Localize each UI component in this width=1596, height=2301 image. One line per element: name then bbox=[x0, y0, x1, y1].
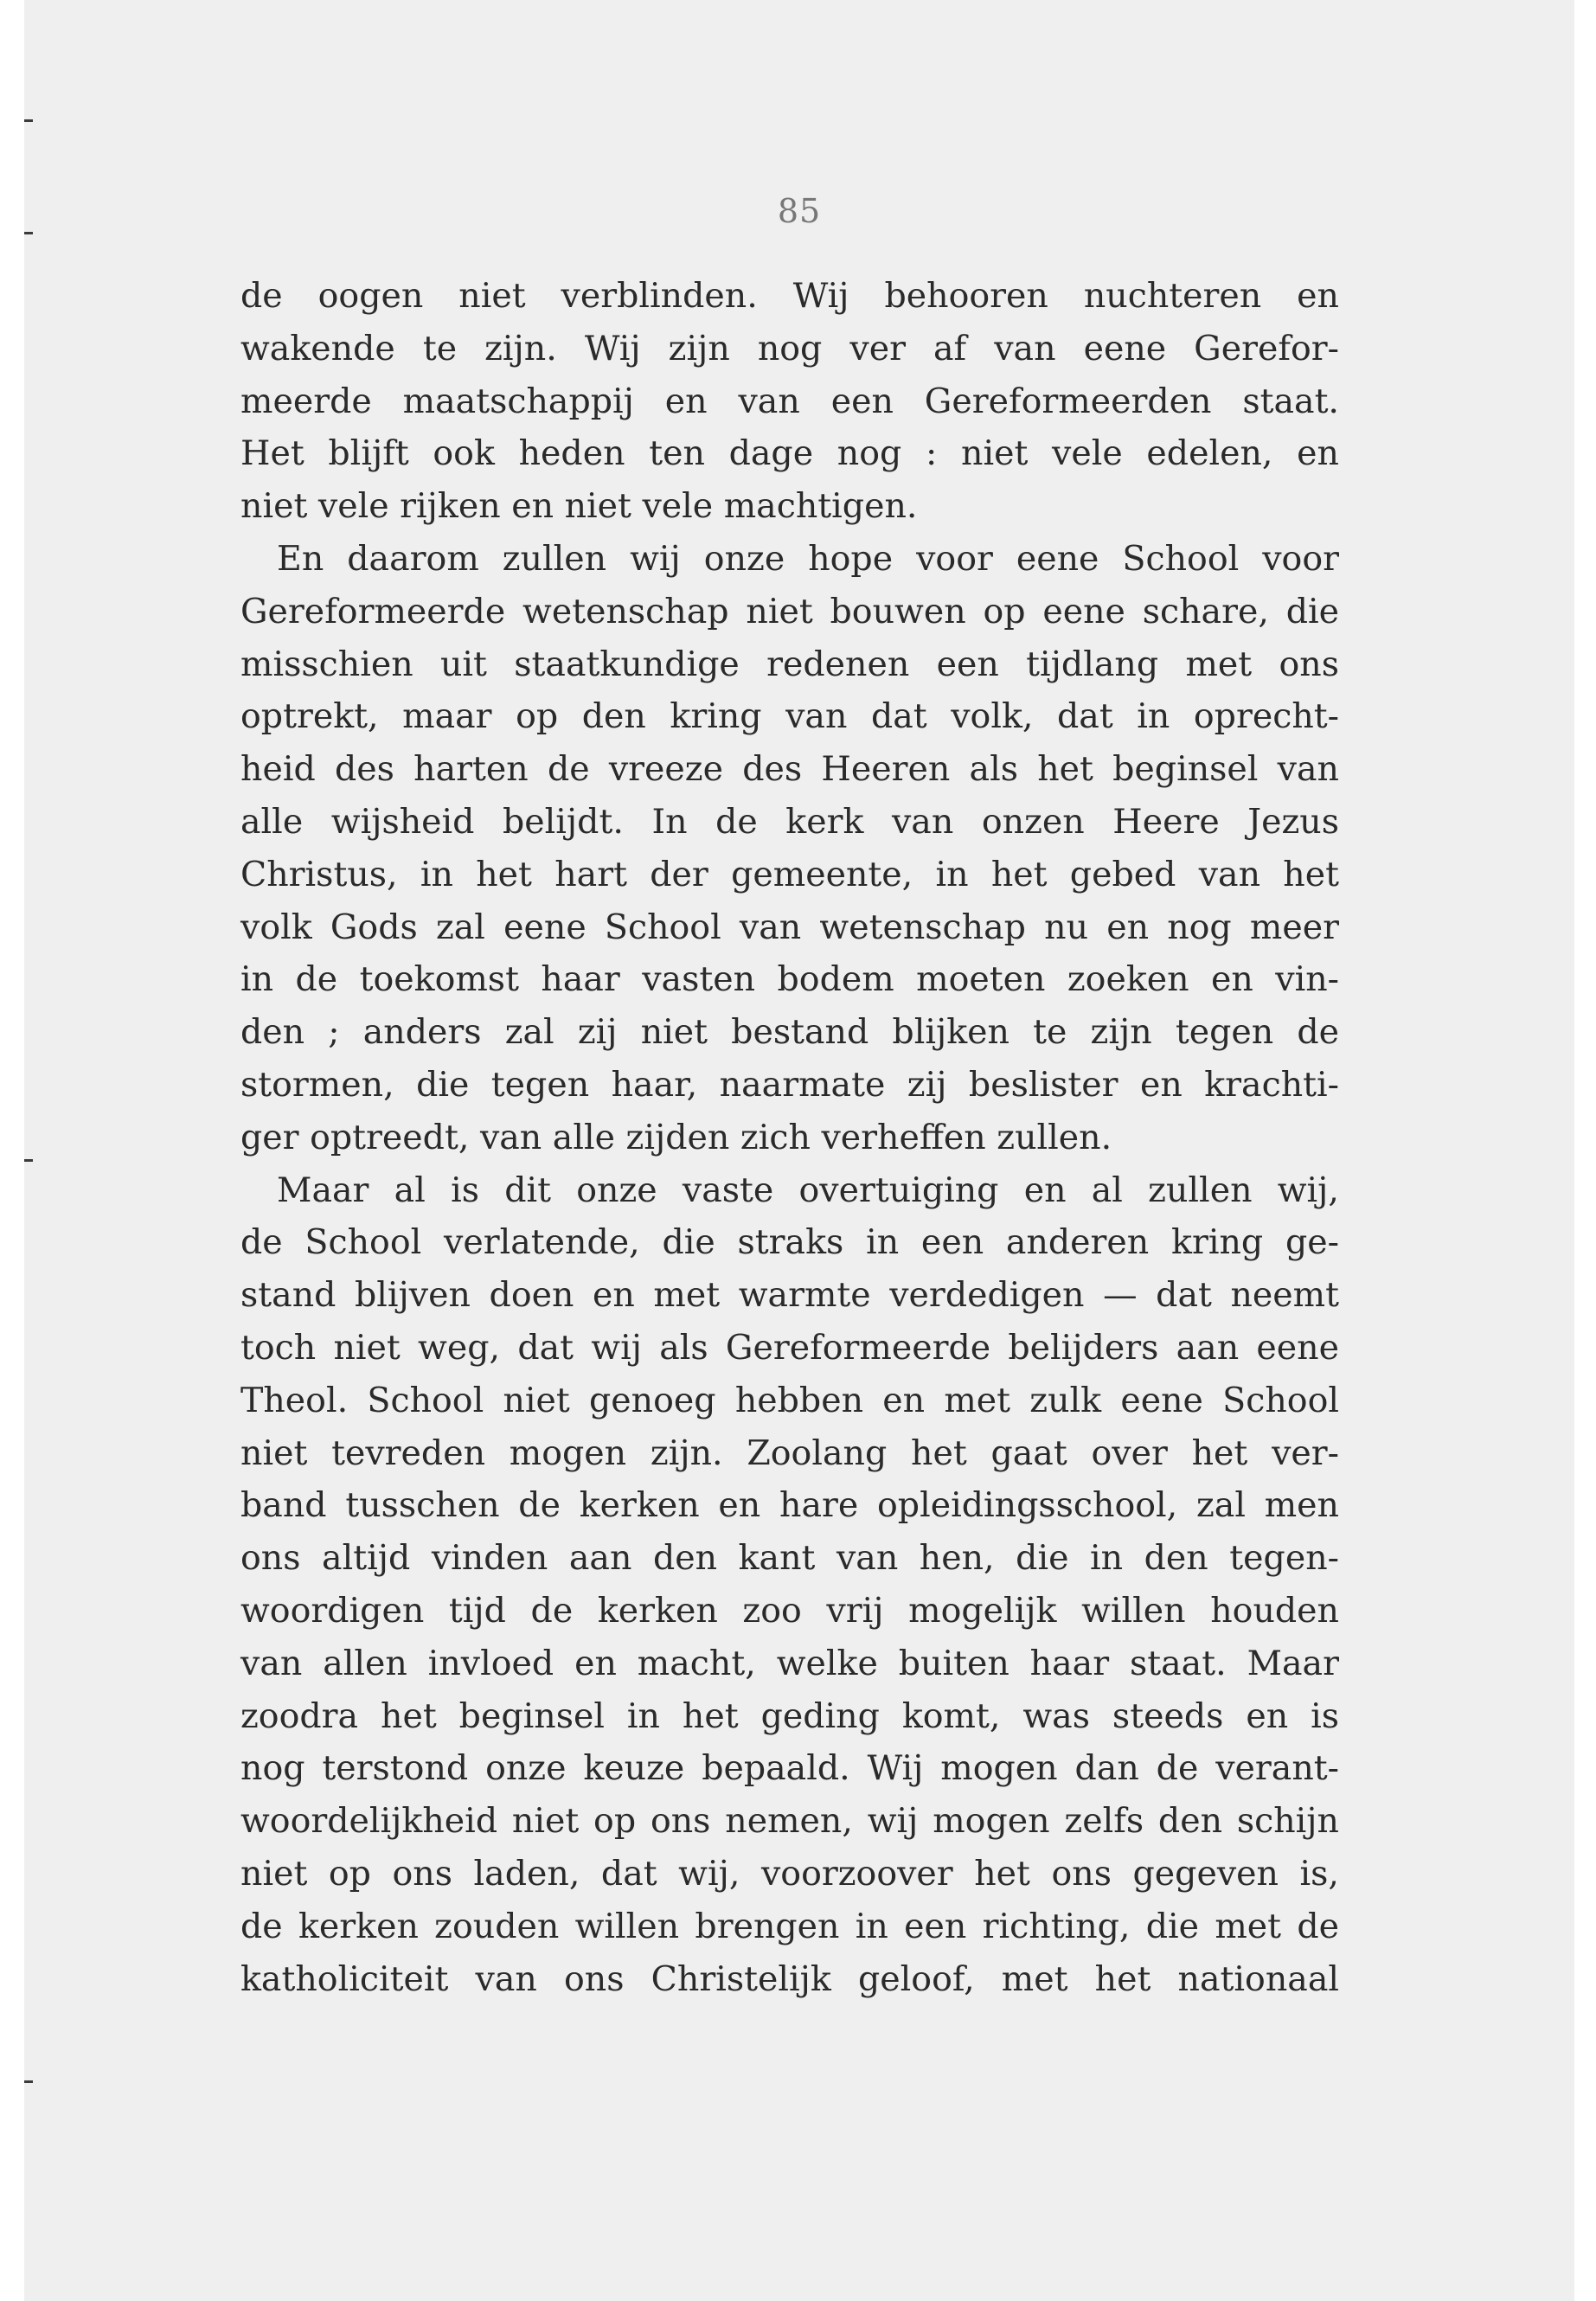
text-line: ger optreedt, van alle zijden zich verheffen zullen. bbox=[240, 1117, 1112, 1157]
text-line: alle wijsheid belijdt. In de kerk van onzen Heere Jezus bbox=[240, 801, 1339, 842]
text-line: optrekt, maar op den kring van dat volk, dat in oprecht- bbox=[240, 696, 1339, 737]
body-text bbox=[240, 270, 1339, 2005]
text-line: van allen invloed en macht, welke buiten haar staat. Maar bbox=[240, 1643, 1339, 1683]
text-line: volk Gods zal eene School van wetenschap nu en nog meer bbox=[240, 907, 1339, 947]
text-line: Theol. School niet genoeg hebben en met zulk eene School bbox=[240, 1380, 1339, 1420]
text-line: heid des harten de vreeze des Heeren als het beginsel van bbox=[240, 749, 1339, 790]
text-line: stormen, die tegen haar, naarmate zij beslister en krachti- bbox=[240, 1064, 1339, 1105]
text-line: wakende te zijn. Wij zijn nog ver af van eene Gerefor- bbox=[240, 328, 1339, 369]
text-line: woordigen tijd de kerken zoo vrij mogelijk willen houden bbox=[240, 1590, 1339, 1631]
text-line: katholiciteit van ons Christelijk geloof, met het nationaal bbox=[240, 1958, 1339, 1999]
text-line: nog terstond onze keuze bepaald. Wij mogen dan de verant- bbox=[240, 1748, 1339, 1789]
text-line: de oogen niet verblinden. Wij behooren nuchteren en bbox=[240, 276, 1339, 316]
text-line: in de toekomst haar vasten bodem moeten zoeken en vin- bbox=[240, 959, 1339, 1000]
edge-mark bbox=[24, 232, 33, 234]
text-line: de School verlatende, die straks in een anderen kring ge- bbox=[240, 1222, 1339, 1263]
text-line: Christus, in het hart der gemeente, in het gebed van het bbox=[240, 854, 1339, 894]
page-number: 85 bbox=[777, 192, 822, 230]
text-line: zoodra het beginsel in het geding komt, was steeds en is bbox=[240, 1695, 1339, 1736]
text-line: Gereformeerde wetenschap niet bouwen op eene schare, die bbox=[240, 591, 1339, 631]
edge-mark bbox=[24, 2080, 33, 2083]
text-line: niet op ons laden, dat wij, voorzoover het ons gegeven is, bbox=[240, 1853, 1339, 1894]
text-line: misschien uit staatkundige redenen een tijdlang met ons bbox=[240, 644, 1339, 684]
edge-mark bbox=[24, 1159, 33, 1162]
text-line: Maar al is dit onze vaste overtuiging en al zullen wij, bbox=[277, 1170, 1339, 1210]
text-line: niet tevreden mogen zijn. Zoolang het gaat over het ver- bbox=[240, 1433, 1339, 1473]
text-line: ons altijd vinden aan den kant van hen, die in den tegen- bbox=[240, 1538, 1339, 1579]
text-line: Het blijft ook heden ten dage nog : niet vele edelen, en bbox=[240, 433, 1339, 474]
text-line: den ; anders zal zij niet bestand blijken te zijn tegen de bbox=[240, 1012, 1339, 1053]
text-line: stand blijven doen en met warmte verdedigen — dat neemt bbox=[240, 1275, 1339, 1316]
text-line: woordelijkheid niet op ons nemen, wij mogen zelfs den schijn bbox=[240, 1801, 1339, 1842]
text-line: En daarom zullen wij onze hope voor eene School voor bbox=[277, 538, 1339, 579]
text-line: niet vele rijken en niet vele machtigen. bbox=[240, 486, 918, 527]
text-line: band tusschen de kerken en hare opleidingsschool, zal men bbox=[240, 1485, 1339, 1526]
text-line: de kerken zouden willen brengen in een richting, die met de bbox=[240, 1906, 1339, 1946]
text-line: meerde maatschappij en van een Gereformeerden staat. bbox=[240, 381, 1339, 421]
book-page bbox=[24, 0, 1574, 2301]
text-line: toch niet weg, dat wij als Gereformeerde belijders aan eene bbox=[240, 1327, 1339, 1368]
edge-mark bbox=[24, 119, 33, 122]
